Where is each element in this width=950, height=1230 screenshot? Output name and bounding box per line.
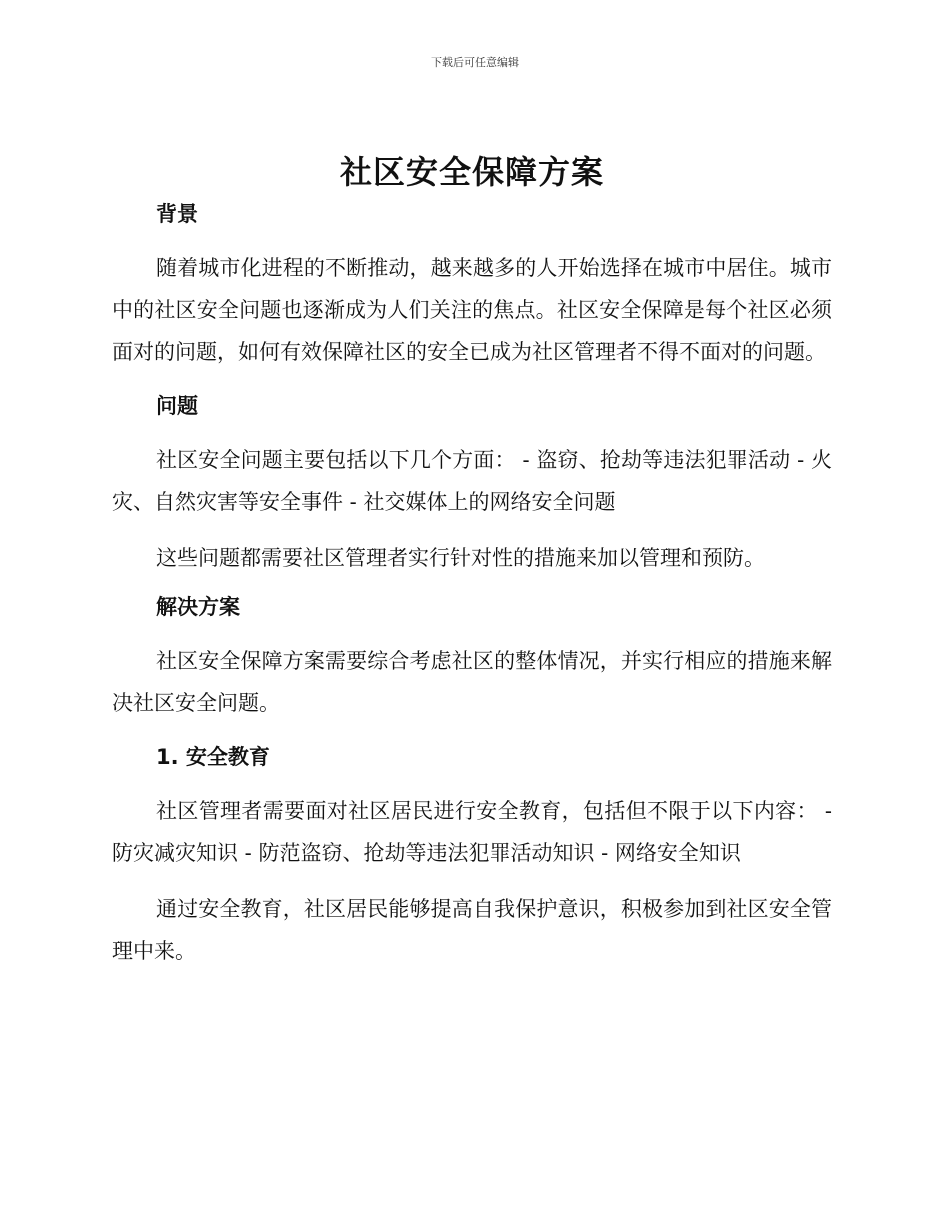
document-body (112, 150, 832, 991)
safety-education-paragraph-1: 社区管理者需要面对社区居民进行安全教育，包括但不限于以下内容： - 防灾减灾知识 - 防范盗窃、抢劫等违法犯罪活动知识 - 网络安全知识 (112, 799, 832, 865)
problems-paragraph-1: 社区安全问题主要包括以下几个方面： - 盗窃、抢劫等违法犯罪活动 - 火灾、自然灾害等安全事件 - 社交媒体上的网络安全问题 (112, 448, 832, 514)
section-heading-safety-education: 1. 安全教育 (156, 745, 270, 769)
header-note: 下载后可任意编辑 (431, 56, 519, 69)
solutions-paragraph: 社区安全保障方案需要综合考虑社区的整体情况，并实行相应的措施来解决社区安全问题。 (112, 649, 832, 715)
section-heading-background: 背景 (156, 202, 198, 226)
document-title: 社区安全保障方案 (339, 153, 604, 191)
problems-paragraph-2: 这些问题都需要社区管理者实行针对性的措施来加以管理和预防。 (156, 546, 765, 570)
background-paragraph: 随着城市化进程的不断推动，越来越多的人开始选择在城市中居住。城市中的社区安全问题也逐渐成为人们关注的焦点。社区安全保障是每个社区必须面对的问题，如何有效保障社区的安全已成为社区管理者不得不面对的问题。 (112, 256, 832, 364)
section-heading-solutions: 解决方案 (156, 595, 240, 619)
section-heading-problems: 问题 (156, 394, 198, 418)
safety-education-paragraph-2: 通过安全教育，社区居民能够提高自我保护意识，积极参加到社区安全管理中来。 (112, 897, 832, 963)
